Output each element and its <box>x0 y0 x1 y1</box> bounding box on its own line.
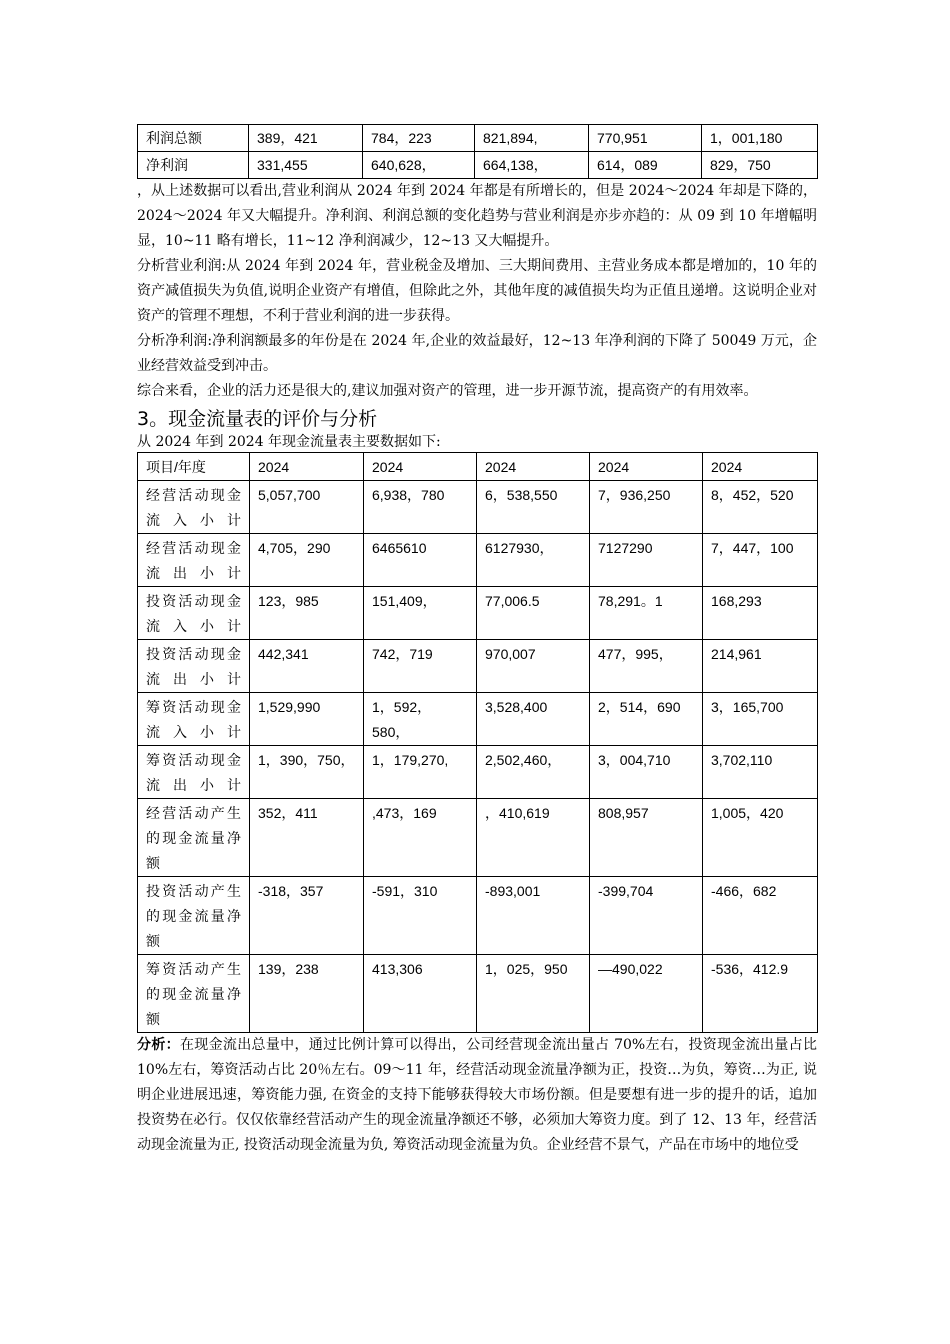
table-row <box>138 587 818 640</box>
table-cell: 6127930， <box>477 534 590 587</box>
table-cell: 3,528,400 <box>477 693 590 746</box>
table-cell: 3，004,710 <box>590 746 703 799</box>
table-cell: 640,628， <box>363 152 475 179</box>
table-cell: 78,291。1 <box>590 587 703 640</box>
column-header: 2024 <box>590 453 703 481</box>
row-label: 投资活动产生的现金流量净额 <box>138 877 250 955</box>
table-cell: 4,705，290 <box>250 534 364 587</box>
table-cell: 970,007 <box>477 640 590 693</box>
table-cell: 151,409， <box>364 587 477 640</box>
table-cell: -536，412.9 <box>703 955 818 1033</box>
table-cell: 77,006.5 <box>477 587 590 640</box>
table-cell: -318，357 <box>250 877 364 955</box>
column-header: 2024 <box>364 453 477 481</box>
cash-flow-table <box>137 452 818 1033</box>
paragraph: 分析净利润:净利润额最多的年份是在 2024 年,企业的效益最好，12~13 年净利润的下降了 50049 万元，企业经营效益受到冲击。 <box>137 333 817 374</box>
table-cell: 742，719 <box>364 640 477 693</box>
table-row <box>138 640 818 693</box>
table-cell: 821,894, <box>475 125 589 152</box>
table-cell: 442,341 <box>250 640 364 693</box>
paragraph: 分析营业利润:从 2024 年到 2024 年，营业税金及增加、三大期间费用、主营业务成本都是增加的，10 年的资产减值损失为负值,说明企业资产有增值，但除此之外，其他年度的减值损失均为正值且递增。这说明企业对资产的管理不理想，不利于营业利润的进一步获得。 <box>137 258 817 324</box>
table-cell: -466，682 <box>703 877 818 955</box>
table-cell: 2，514，690 <box>590 693 703 746</box>
row-label: 投资活动现金流入小计 <box>138 587 250 640</box>
row-label: 投资活动现金流出小计 <box>138 640 250 693</box>
table-cell: -591，310 <box>364 877 477 955</box>
analysis-lead: 分析： <box>137 1037 180 1053</box>
table-cell: 2,502,460， <box>477 746 590 799</box>
table-cell: 139，238 <box>250 955 364 1033</box>
table-cell: 214,961 <box>703 640 818 693</box>
table-cell: 808,957 <box>590 799 703 877</box>
table-cell: 1,529,990 <box>250 693 364 746</box>
row-label: 筹资活动现金流入小计 <box>138 693 250 746</box>
table-row <box>138 693 818 746</box>
table-cell: 5,057,700 <box>250 481 364 534</box>
column-header: 2024 <box>477 453 590 481</box>
row-label: 筹资活动产生的现金流量净额 <box>138 955 250 1033</box>
table-header-row <box>138 453 818 481</box>
row-label: 经营活动产生的现金流量净额 <box>138 799 250 877</box>
table-row <box>138 534 818 587</box>
table-row <box>138 125 818 152</box>
profit-table <box>137 124 818 179</box>
document-page <box>137 124 817 1158</box>
paragraph: 综合来看，企业的活力还是很大的,建议加强对资产的管理，进一步开源节流，提高资产的有用效率。 <box>137 383 758 399</box>
table-cell: 664,138， <box>475 152 589 179</box>
table-cell: 123，985 <box>250 587 364 640</box>
table-cell: 7，447，100 <box>703 534 818 587</box>
table-cell: 352，411 <box>250 799 364 877</box>
table-row <box>138 746 818 799</box>
row-label: 利润总额 <box>138 125 249 152</box>
column-header: 2024 <box>250 453 364 481</box>
paragraph: ，从上述数据可以看出,营业利润从 2024 年到 2024 年都是有所增长的，但是 2024～2024 年却是下降的，2024～2024 年又大幅提升。净利润、利润总额的变化趋势与营业利润是亦步亦趋的：从 09 到 10 年增幅明显，10~11 略有增长，11~12 净利润减少，12~13 又大幅提升。 <box>137 183 817 249</box>
row-label: 净利润 <box>138 152 249 179</box>
table-cell: 7127290 <box>590 534 703 587</box>
table-cell: ，410,619 <box>477 799 590 877</box>
table-cell: -399,704 <box>590 877 703 955</box>
table-row <box>138 152 818 179</box>
table-cell: 784，223 <box>363 125 475 152</box>
table-cell: ,473，169 <box>364 799 477 877</box>
table-cell: 477，995， <box>590 640 703 693</box>
table-cell: 6465610 <box>364 534 477 587</box>
table-cell: 6，538,550 <box>477 481 590 534</box>
table-cell: —490,022 <box>590 955 703 1033</box>
table-cell: 168,293 <box>703 587 818 640</box>
table-cell: 331,455 <box>249 152 363 179</box>
table-cell: 770,951 <box>589 125 702 152</box>
table-cell: 614，089 <box>589 152 702 179</box>
analysis-text: 在现金流出总量中，通过比例计算可以得出，公司经营现金流出量占 70%左右，投资现金流出量占比 10%左右，筹资活动占比 20％左右。09～11 年，经营活动现金流量净额为正，投资…为负，筹资…为正, 说明企业进展迅速，筹资能力强, 在资金的支持下能够获得较大市场份额。但是要想有进一步的提升的话，追加投资势在必行。仅仅依靠经营活动产生的现金流量净额还不够，必须加大筹资力度。到了 12、13 年，经营活动现金流量为正, 投资活动现金流量为负, 筹资活动现金流量为负。企业经营不景气，产品在市场中的地位受 <box>137 1037 817 1153</box>
table-row <box>138 877 818 955</box>
table-cell: 1，592，580， <box>364 693 477 746</box>
row-label: 经营活动现金流入小计 <box>138 481 250 534</box>
table-cell: 1，001,180 <box>702 125 818 152</box>
table-cell: 3，165,700 <box>703 693 818 746</box>
table-cell: 413,306 <box>364 955 477 1033</box>
table-cell: -893,001 <box>477 877 590 955</box>
table-cell: 829，750 <box>702 152 818 179</box>
table-row <box>138 481 818 534</box>
table-cell: 389，421 <box>249 125 363 152</box>
table-cell: 1，390，750， <box>250 746 364 799</box>
table-cell: 1，025，950 <box>477 955 590 1033</box>
table-row <box>138 799 818 877</box>
table-cell: 1,005，420 <box>703 799 818 877</box>
table-cell: 1，179,270, <box>364 746 477 799</box>
table-cell: 8，452，520 <box>703 481 818 534</box>
table-cell: 6,938，780 <box>364 481 477 534</box>
table-cell: 7，936,250 <box>590 481 703 534</box>
table-cell: 3,702,110 <box>703 746 818 799</box>
row-label: 筹资活动现金流出小计 <box>138 746 250 799</box>
section-intro: 从 2024 年到 2024 年现金流量表主要数据如下: <box>137 434 441 450</box>
row-label: 经营活动现金流出小计 <box>138 534 250 587</box>
column-header: 2024 <box>703 453 818 481</box>
analysis-paragraph <box>137 1033 817 1158</box>
section-heading: 3。现金流量表的评价与分析 <box>137 408 378 430</box>
table-row <box>138 955 818 1033</box>
column-header: 项目/年度 <box>138 453 250 481</box>
